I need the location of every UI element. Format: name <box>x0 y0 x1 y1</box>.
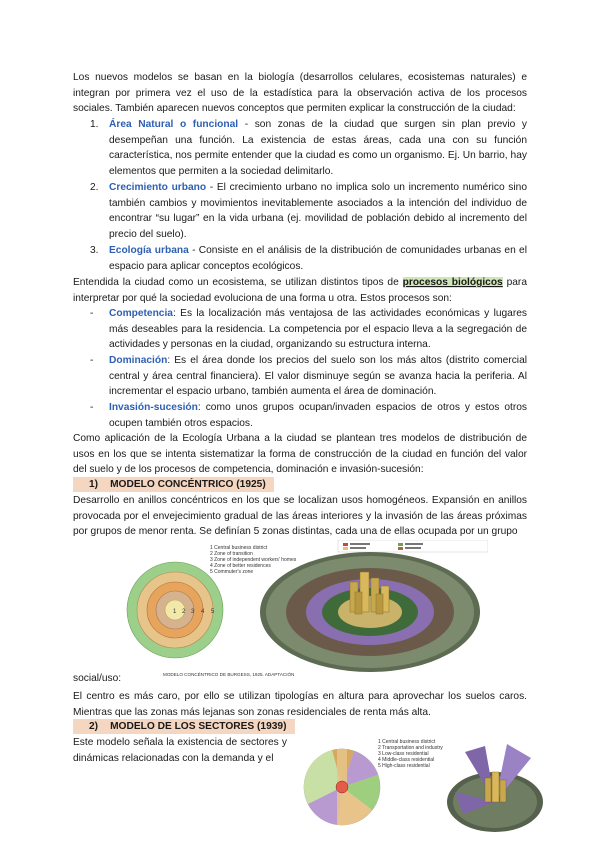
concentric-caption: MODELO CONCÉNTRICO DE BURGESS, 1925. ADAPTACIÓN <box>163 672 295 677</box>
concept-text: - Consiste en el análisis de la distribución de comunidades urbanas en el espacio para aplicar conceptos ecológicos. <box>109 245 527 272</box>
model2-paragraph: Este modelo señala la existencia de sectores y dinámicas relacionadas con la demanda y el <box>73 737 287 764</box>
process-item <box>109 306 527 353</box>
concept-text: - El crecimiento urbano no implica solo un incremento numérico sino también cambios y movimientos inevitablemente asociados a la intención del individuo de encontrar “su lugar” en la vida urbana (ej. movilidad de población debido al incremento del precio del suelo). <box>109 182 527 240</box>
svg-text:4: 4 <box>201 609 205 615</box>
process-term: Competencia <box>109 308 173 319</box>
process-dash: - <box>90 402 94 413</box>
model1-number: 1) <box>89 479 99 490</box>
model1-heading <box>73 477 274 492</box>
legend-item: 2 Zone of transition <box>210 551 253 557</box>
concept-number: 1. <box>90 119 99 130</box>
concept-item <box>109 117 527 179</box>
concept-term: Crecimiento urbano <box>109 182 207 193</box>
svg-text:2: 2 <box>182 609 186 615</box>
model1-title: MODELO CONCÉNTRICO (1925) <box>110 479 266 490</box>
process-term: Dominación <box>109 355 168 366</box>
legend-item: 1 Central business district <box>210 545 268 551</box>
application-paragraph: Como aplicación de la Ecología Urbana a la ciudad se plantean tres modelos de distribución de usos en los que se intenta sistematizar la forma de construcción de la ciudad en función del valor del suelo y de los procesos de competencia, dominación e invasión-sucesión: <box>73 433 527 476</box>
process-dash: - <box>90 308 94 319</box>
sector-legend <box>378 739 443 769</box>
ecosystem-paragraph <box>73 275 527 306</box>
ecosystem-text-before: Entendida la ciudad como un ecosistema, se utilizan distintos tipos de <box>73 277 403 288</box>
sector-city-illustration <box>445 742 545 838</box>
legend-item: 2 Transportation and industry <box>378 745 443 751</box>
concept-number: 2. <box>90 182 99 193</box>
process-item <box>109 400 527 431</box>
process-text: : Es la localización más ventajosa de las actividades económicas y lugares más deseables para la residencia. La competencia por el espacio lleva a la segregación de actividades y personas en la ciudad, organizando su estructura interna. <box>109 308 527 351</box>
after-figure-text: social/uso: <box>73 673 122 684</box>
ecosystem-text-after: para interpretar por qué la sociedad evoluciona de una forma u otra. Estos procesos son: <box>73 277 527 304</box>
concept-term: Ecología urbana <box>109 245 189 256</box>
concept-term: Área Natural o funcional <box>109 119 239 130</box>
model2-title: MODELO DE LOS SECTORES (1939) <box>110 721 287 732</box>
concept-item <box>109 180 527 242</box>
process-term: Invasión-sucesión <box>109 402 198 413</box>
process-text: : como unos grupos ocupan/invaden espacios de otros y estos otros ocupen también otros espacios. <box>109 402 527 429</box>
model2-number: 2) <box>89 721 99 732</box>
legend-item: 5 High-class residential <box>378 763 430 769</box>
legend-item: 3 Low-class residential <box>378 751 429 757</box>
svg-text:1: 1 <box>173 609 177 615</box>
process-item <box>109 353 527 400</box>
svg-text:3: 3 <box>191 609 195 615</box>
legend-item: 5 Commuter's zone <box>210 569 254 575</box>
model2-heading <box>73 719 295 734</box>
concept-number: 3. <box>90 245 99 256</box>
concentric-rings-diagram <box>125 560 225 660</box>
process-dash: - <box>90 355 94 366</box>
intro-paragraph: Los nuevos modelos se basan en la biología (desarrollos celulares, ecosistemas naturales) e integran por primera vez el uso de la estadística para la observación activa de los procesos sociales. También aparecen nuevos conceptos que permiten explicar la construcción de la ciudad: <box>73 72 527 115</box>
svg-text:5: 5 <box>211 609 215 615</box>
legend-item: 4 Middle-class residential <box>378 757 435 763</box>
legend-item: 3 Zone of independent workers' homes <box>210 557 297 563</box>
legend-item: 1 Central business district <box>378 739 436 745</box>
model1-paragraph: Desarrollo en anillos concéntricos en los que se localizan usos homogéneos. Expansión en anillos provocada por el envejecimiento gradual de las áreas interiores y la invasión de las áreas próximas por grupos de menor renta. Se definían 5 zonas distintas, cada una de ellas ocupada por un grupo <box>73 495 527 538</box>
legend-item: 4 Zone of better residences <box>210 563 271 569</box>
concept-text: - son zonas de la ciudad que surgen sin plan previo y desempeñan una función. La existencia de estas áreas, cada una con su función característica, nos permite entender que la ciudad es como un organismo. Ej. Un barrio, hay elementos que permiten a la sociedad delimitarlo. <box>109 119 527 177</box>
model1-paragraph-2: El centro es más caro, por ello se utilizan tipologías en altura para aprovechar los suelos caros. Mientras que las zonas más lejanas son zonas residenciales de renta más alta. <box>73 691 527 718</box>
process-text: : Es el área donde los precios del suelo son los más altos (distrito comercial central y área central financiera). El valor disminuye según se avanza hacia la periferia. Al incrementar el espacio urbano, también aumenta el área de dominación. <box>109 355 527 398</box>
highlight-term: procesos biológicos <box>402 277 503 288</box>
sector-diagram <box>303 740 381 830</box>
concentric-city-illustration <box>258 540 488 675</box>
concept-item <box>109 243 527 274</box>
